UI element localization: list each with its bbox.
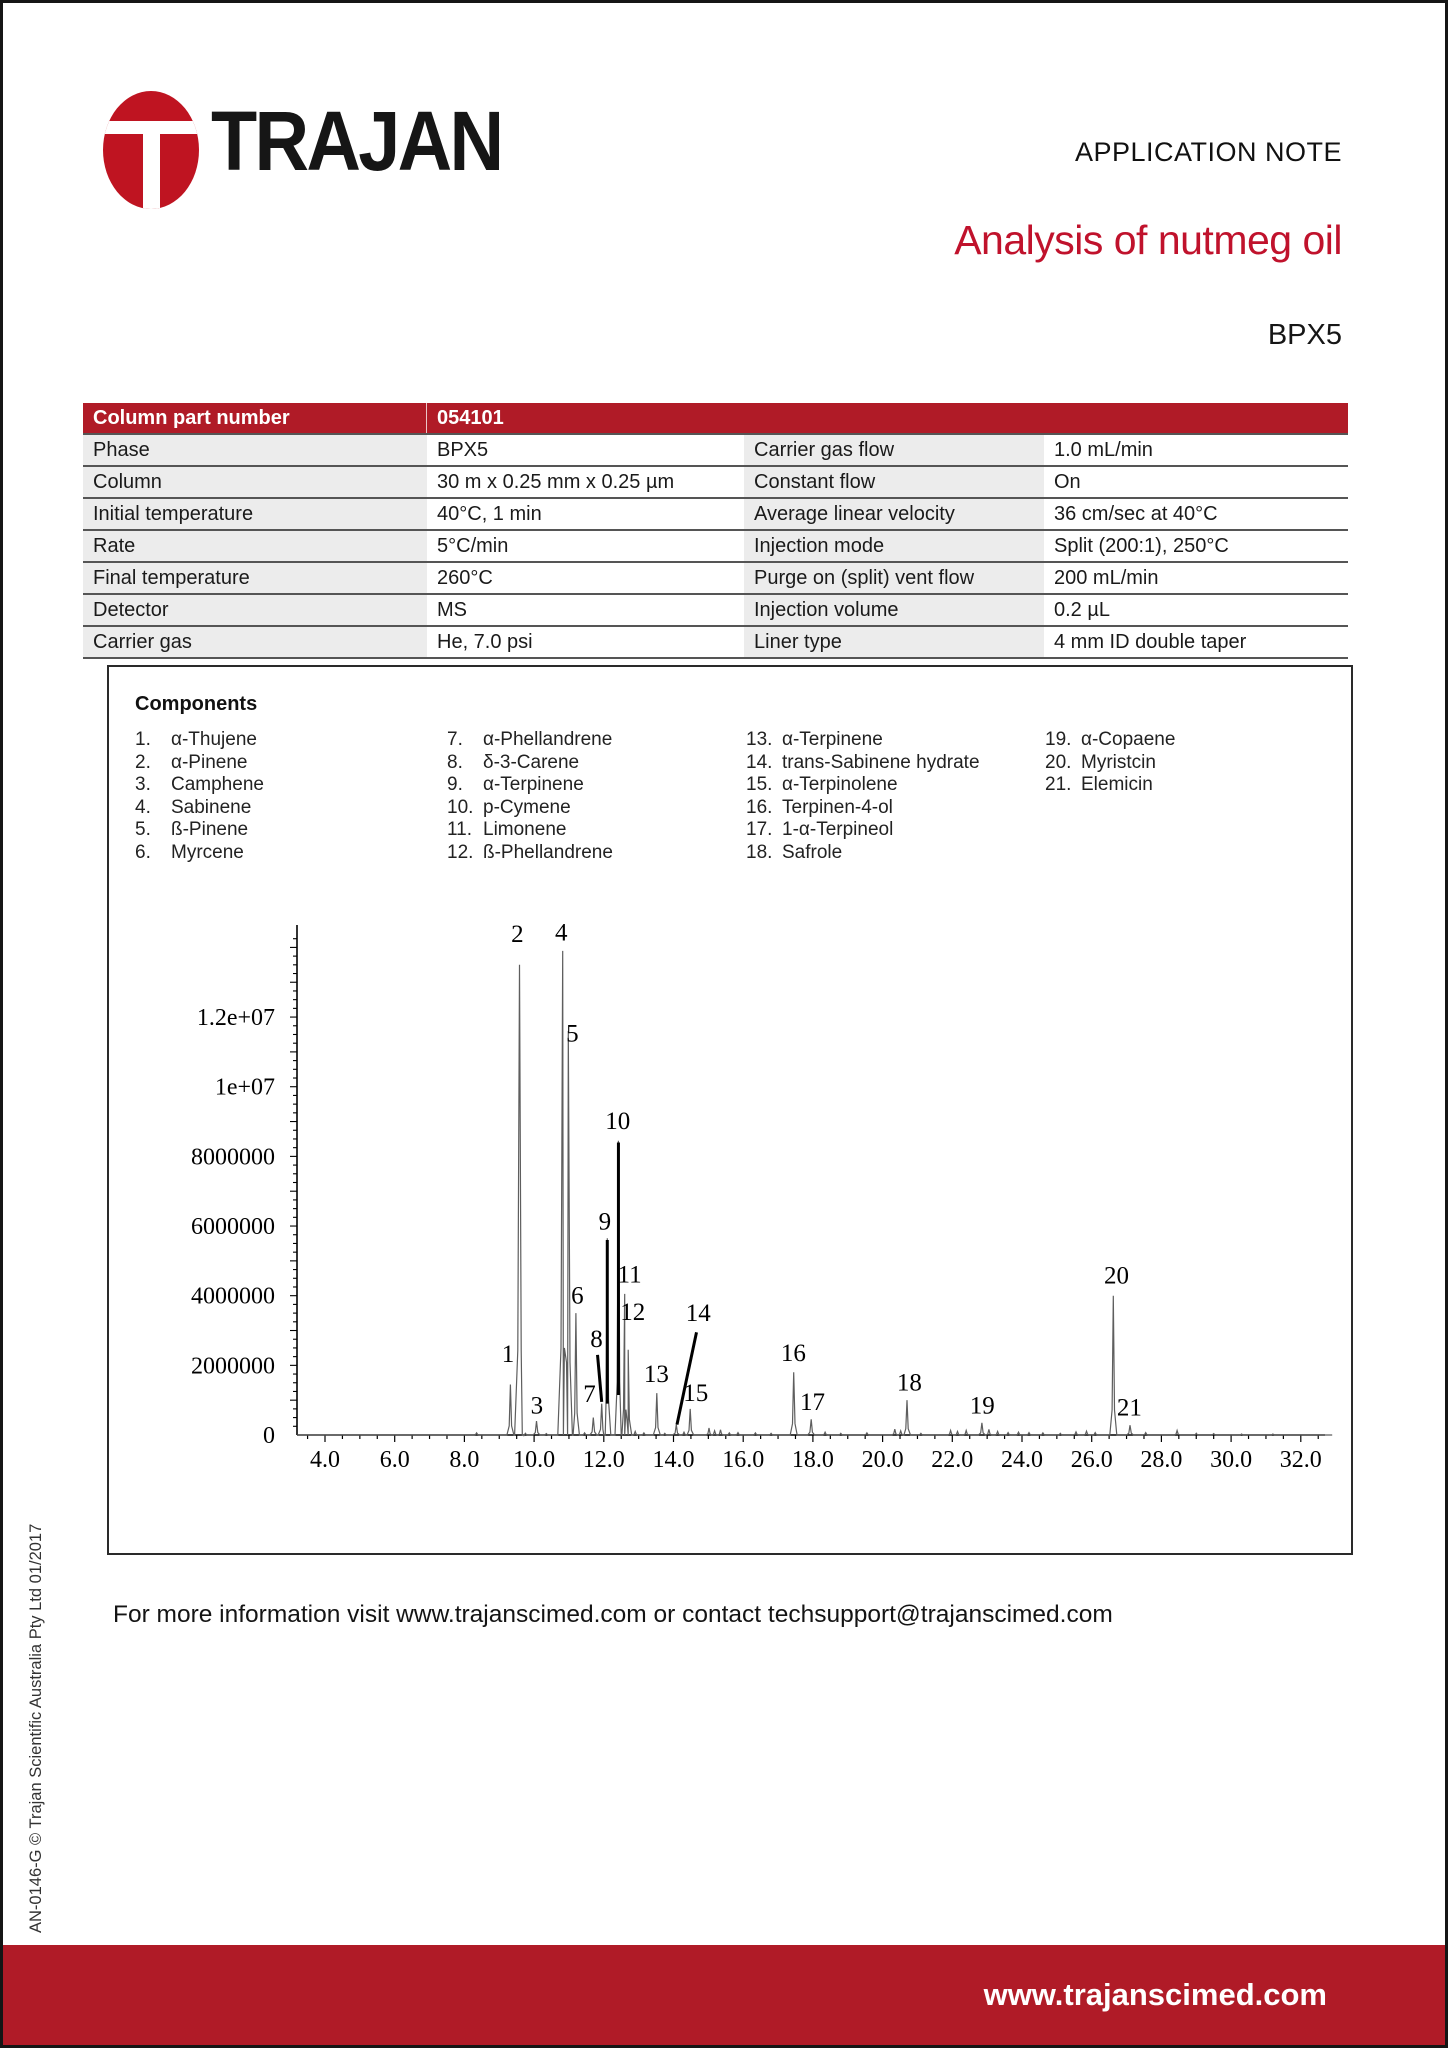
component-item: 17. 1-α-Terpineol bbox=[746, 819, 894, 840]
table-row bbox=[83, 563, 1348, 595]
document-id-sidenote: AN-0146-G © Trajan Scientific Australia Pty Ltd 01/2017 bbox=[27, 1523, 45, 1933]
peak-leader-line bbox=[677, 1332, 697, 1424]
component-item: 10. p-Cymene bbox=[447, 796, 571, 818]
component-item: 6. Myrcene bbox=[135, 841, 244, 863]
more-info-text: For more information visit www.trajanscimed.com or contact techsupport@trajanscimed.com bbox=[113, 1601, 1113, 1628]
table-cell-label: Injection volume bbox=[744, 595, 1044, 625]
table-cell-value: He, 7.0 psi bbox=[437, 630, 533, 653]
table-cell-label: Purge on (split) vent flow bbox=[744, 563, 1044, 593]
table-cell-value: Split (200:1), 250°C bbox=[1054, 534, 1229, 557]
y-tick-label: 6000000 bbox=[191, 1214, 275, 1241]
table-cell-value: 40°C, 1 min bbox=[437, 502, 542, 525]
component-item: 13. α-Terpinene bbox=[746, 729, 883, 750]
table-cell-label: Liner type bbox=[744, 627, 1044, 657]
table-cell-label: Injection mode bbox=[744, 531, 1044, 561]
y-tick-label: 0 bbox=[263, 1423, 275, 1449]
x-tick-label: 10.0 bbox=[513, 1447, 556, 1473]
table-cell-label: Rate bbox=[83, 531, 427, 561]
page-subtitle: BPX5 bbox=[1267, 319, 1342, 351]
table-cell-value: 0.2 µL bbox=[1054, 598, 1111, 621]
table-cell-label: Carrier gas flow bbox=[744, 435, 1044, 465]
chromatogram-trace bbox=[297, 951, 1332, 1435]
chromatogram-chart bbox=[109, 667, 1351, 1553]
peak-label-20: 20 bbox=[1103, 1262, 1129, 1290]
table-cell-label: Constant flow bbox=[744, 467, 1044, 497]
x-tick-label: 6.0 bbox=[379, 1447, 410, 1473]
peak-label-21: 21 bbox=[1116, 1394, 1142, 1422]
peak-label-8: 8 bbox=[590, 1326, 603, 1354]
table-header-value: 054101 bbox=[437, 406, 504, 429]
component-item: 3. Camphene bbox=[135, 774, 264, 795]
component-item: 9. α-Terpinene bbox=[447, 774, 584, 795]
x-tick-label: 8.0 bbox=[449, 1447, 480, 1473]
table-cell-value: 30 m x 0.25 mm x 0.25 µm bbox=[437, 470, 675, 493]
peak-label-2: 2 bbox=[511, 921, 524, 949]
component-item: 18. Safrole bbox=[746, 841, 843, 863]
table-cell-label: Carrier gas bbox=[83, 627, 427, 657]
peak-label-6: 6 bbox=[571, 1282, 584, 1310]
x-tick-label: 16.0 bbox=[722, 1447, 765, 1473]
component-item: 2. α-Pinene bbox=[135, 751, 248, 773]
table-row bbox=[83, 467, 1348, 499]
peak-label-3: 3 bbox=[530, 1392, 544, 1420]
component-item: 4. Sabinene bbox=[135, 796, 252, 818]
trajan-logo bbox=[103, 91, 503, 211]
peak-label-7: 7 bbox=[583, 1380, 596, 1408]
x-tick-label: 22.0 bbox=[931, 1447, 974, 1473]
table-cell-label: Average linear velocity bbox=[744, 499, 1044, 529]
component-item: 19. α-Copaene bbox=[1045, 729, 1176, 750]
peak-label-17: 17 bbox=[800, 1388, 826, 1416]
peak-label-12: 12 bbox=[620, 1299, 646, 1327]
component-item: 7. α-Phellandrene bbox=[447, 729, 613, 750]
table-row bbox=[83, 595, 1348, 627]
page-title: Analysis of nutmeg oil bbox=[954, 217, 1342, 263]
x-tick-label: 12.0 bbox=[582, 1447, 625, 1473]
table-row bbox=[83, 627, 1348, 659]
table-cell-value: 260°C bbox=[437, 566, 493, 589]
table-cell-label: Initial temperature bbox=[83, 499, 427, 529]
peak-label-19: 19 bbox=[969, 1392, 995, 1420]
x-tick-label: 4.0 bbox=[310, 1447, 340, 1473]
peak-label-16: 16 bbox=[780, 1340, 806, 1368]
peak-label-18: 18 bbox=[896, 1369, 922, 1397]
peak-label-9: 9 bbox=[598, 1208, 612, 1236]
peak-label-11: 11 bbox=[617, 1261, 642, 1289]
y-tick-label: 4000000 bbox=[191, 1283, 275, 1310]
table-cell-label: Final temperature bbox=[83, 563, 427, 593]
method-parameters-table bbox=[83, 403, 1348, 659]
chromatogram-panel bbox=[107, 665, 1353, 1555]
x-tick-label: 24.0 bbox=[1001, 1447, 1043, 1473]
table-cell-value: BPX5 bbox=[437, 438, 489, 461]
table-cell-value: 4 mm ID double taper bbox=[1054, 630, 1247, 653]
peak-label-10: 10 bbox=[605, 1108, 631, 1136]
x-tick-label: 18.0 bbox=[791, 1447, 834, 1473]
table-cell-label: Phase bbox=[83, 435, 427, 465]
x-tick-label: 26.0 bbox=[1070, 1447, 1113, 1473]
y-tick-label: 8000000 bbox=[191, 1144, 275, 1171]
table-row bbox=[83, 531, 1348, 563]
table-cell-label: Detector bbox=[83, 595, 427, 625]
application-note-kicker: APPLICATION NOTE bbox=[1074, 137, 1342, 167]
params-table-body bbox=[83, 435, 1348, 659]
component-item: 12. ß-Phellandrene bbox=[447, 841, 613, 863]
x-tick-label: 14.0 bbox=[652, 1447, 695, 1473]
component-item: 14. trans-Sabinene hydrate bbox=[746, 751, 980, 773]
component-item: 21. Elemicin bbox=[1045, 774, 1153, 795]
table-row bbox=[83, 499, 1348, 531]
table-row bbox=[83, 435, 1348, 467]
component-item: 1. α-Thujene bbox=[135, 729, 257, 750]
components-title: Components bbox=[135, 693, 258, 715]
table-cell-value: MS bbox=[437, 598, 467, 621]
footer-bar bbox=[3, 1945, 1445, 2045]
table-cell-label: Column bbox=[83, 467, 427, 497]
x-tick-label: 32.0 bbox=[1279, 1447, 1322, 1473]
peak-label-4: 4 bbox=[555, 919, 568, 947]
x-tick-label: 28.0 bbox=[1140, 1447, 1183, 1473]
component-item: 5. ß-Pinene bbox=[135, 819, 249, 840]
table-cell-value: 200 mL/min bbox=[1054, 566, 1159, 589]
table-cell-value: 1.0 mL/min bbox=[1054, 438, 1153, 461]
peak-label-1: 1 bbox=[501, 1340, 515, 1368]
x-tick-label: 20.0 bbox=[861, 1447, 904, 1473]
trajan-logo-icon bbox=[103, 91, 199, 209]
peak-label-15: 15 bbox=[683, 1379, 709, 1407]
trajan-logo-wordmark: TRAJAN bbox=[211, 94, 502, 188]
component-item: 20. Myristcin bbox=[1045, 751, 1156, 773]
peak-label-13: 13 bbox=[643, 1361, 669, 1389]
footer-website-link[interactable]: www.trajanscimed.com bbox=[983, 1977, 1327, 2012]
component-item: 11. Limonene bbox=[447, 819, 567, 840]
peak-label-14: 14 bbox=[685, 1299, 711, 1327]
table-cell-value: 5°C/min bbox=[437, 534, 509, 557]
y-tick-label: 1.2e+07 bbox=[196, 1005, 275, 1032]
table-header-label: Column part number bbox=[83, 403, 427, 433]
y-tick-label: 2000000 bbox=[191, 1353, 275, 1380]
peak-label-5: 5 bbox=[566, 1020, 579, 1048]
peak-leader-line bbox=[598, 1355, 602, 1402]
x-tick-label: 30.0 bbox=[1210, 1447, 1253, 1473]
table-cell-value: 36 cm/sec at 40°C bbox=[1054, 502, 1218, 525]
component-item: 8. δ-3-Carene bbox=[447, 751, 580, 773]
table-cell-value: On bbox=[1054, 470, 1081, 493]
component-item: 15. α-Terpinolene bbox=[746, 774, 898, 795]
component-item: 16. Terpinen-4-ol bbox=[746, 796, 893, 818]
table-header-row bbox=[83, 403, 1348, 435]
y-tick-label: 1e+07 bbox=[214, 1074, 275, 1101]
